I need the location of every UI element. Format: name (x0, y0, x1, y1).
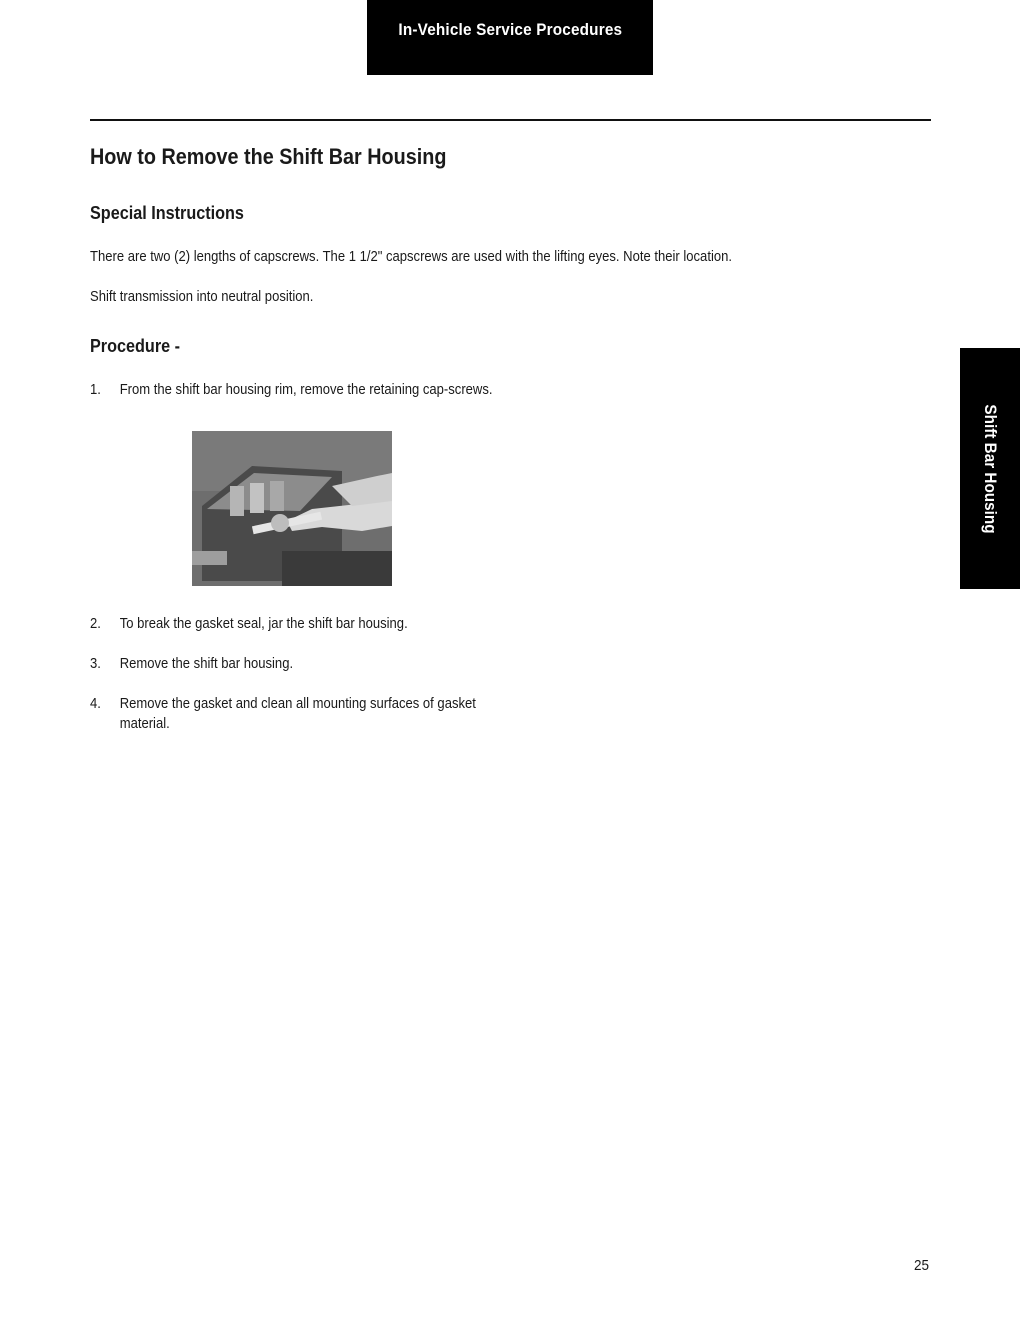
step-number: 1. (90, 382, 101, 398)
procedure-step (90, 654, 504, 674)
instruction-paragraph: Shift transmission into neutral position. (90, 289, 314, 305)
step-text: To break the gasket seal, jar the shift bar housing. (119, 616, 408, 632)
step-number: 2. (90, 616, 101, 632)
step-number: 4. (90, 696, 101, 712)
step-text: From the shift bar housing rim, remove the retaining cap-screws. (119, 382, 493, 398)
header-divider (90, 119, 931, 121)
transmission-photo (192, 431, 392, 586)
step-text: Remove the shift bar housing. (119, 656, 294, 672)
step-number: 3. (90, 656, 101, 672)
page-number: 25 (914, 1257, 930, 1274)
step-text: Remove the gasket and clean all mounting surfaces of gasket material. (119, 696, 476, 732)
procedure-heading: Procedure - (90, 336, 181, 356)
page-title: How to Remove the Shift Bar Housing (90, 144, 447, 169)
procedure-step (90, 694, 504, 734)
procedure-step (90, 614, 504, 634)
instruction-paragraph: There are two (2) lengths of capscrews. The 1 1/2" capscrews are used with the lifting eyes. Note their location. (90, 249, 732, 265)
section-header-label: In-Vehicle Service Procedures (398, 20, 622, 39)
special-instructions-heading: Special Instructions (90, 203, 244, 223)
chapter-side-tab (960, 348, 1020, 589)
procedure-step (90, 380, 504, 400)
section-header-tab (367, 0, 653, 75)
chapter-side-tab-label: Shift Bar Housing (981, 403, 1000, 534)
